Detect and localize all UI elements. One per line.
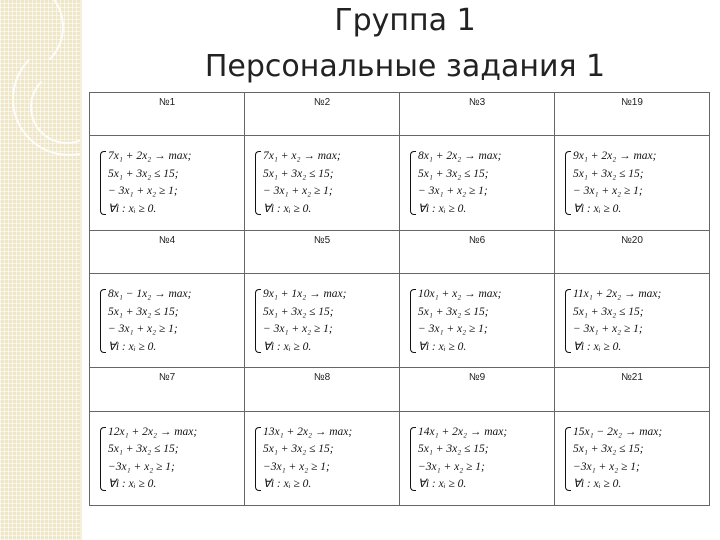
equation-system — [253, 148, 399, 218]
slide-subtitle: Персональные задания 1 — [204, 49, 606, 84]
constraint: 5x₁ + 3x₂ ≤ 15; — [108, 443, 179, 456]
equation-system — [98, 286, 244, 356]
equation-system — [253, 286, 399, 356]
task-number-cell — [400, 93, 555, 136]
task-number-cell — [90, 93, 245, 136]
task-system-cell — [245, 411, 400, 505]
constraint: ∀i : xᵢ ≥ 0. — [108, 202, 157, 215]
constraint: ∀i : xᵢ ≥ 0. — [418, 340, 467, 353]
slide-title: Группа 1 — [334, 3, 476, 38]
objective-function: 13x₁ + 2x₂ → max; — [263, 425, 353, 438]
objective-function: 10x₁ + x₂ → max; — [418, 288, 502, 301]
constraint: ∀i : xᵢ ≥ 0. — [108, 340, 157, 353]
table-header-row — [90, 230, 710, 273]
equation-system — [408, 148, 554, 218]
decorative-divider — [80, 0, 82, 540]
constraint: ∀i : xᵢ ≥ 0. — [108, 478, 157, 491]
constraint: − 3x₁ + x₂ ≥ 1; — [263, 323, 333, 336]
equation-system — [408, 424, 554, 494]
objective-function: 15x₁ − 2x₂ → max; — [573, 425, 663, 438]
task-number: №21 — [621, 372, 643, 384]
task-number-cell — [400, 368, 555, 411]
equation-system — [98, 424, 244, 494]
objective-function: 7x₁ + 2x₂ → max; — [108, 150, 192, 163]
constraint: 5x₁ + 3x₂ ≤ 15; — [573, 305, 644, 318]
equation-system — [408, 286, 554, 356]
task-number: №7 — [158, 372, 176, 384]
table-row — [90, 411, 710, 505]
task-system-cell — [400, 136, 555, 230]
objective-function: 8x₁ + 2x₂ → max; — [418, 150, 502, 163]
task-number-cell — [555, 230, 710, 273]
constraint: 5x₁ + 3x₂ ≤ 15; — [573, 167, 644, 180]
constraint: − 3x₁ + x₂ ≥ 1; — [418, 185, 488, 198]
objective-function: 7x₁ + x₂ → max; — [263, 150, 341, 163]
table-row — [90, 136, 710, 230]
constraint: −3x₁ + x₂ ≥ 1; — [108, 460, 175, 473]
task-system-cell — [400, 274, 555, 368]
task-system-cell — [90, 411, 245, 505]
task-number-cell — [400, 230, 555, 273]
task-number-cell — [90, 368, 245, 411]
constraint: ∀i : xᵢ ≥ 0. — [573, 202, 622, 215]
objective-function: 9x₁ + 1x₂ → max; — [263, 288, 347, 301]
task-number: №20 — [621, 234, 643, 246]
task-system-cell — [90, 274, 245, 368]
table-header-row — [90, 93, 710, 136]
task-number: №2 — [313, 97, 331, 108]
equation-system — [563, 148, 709, 218]
task-system-cell — [555, 411, 710, 505]
task-system-cell — [555, 274, 710, 368]
constraint: − 3x₁ + x₂ ≥ 1; — [418, 323, 488, 336]
task-number: №9 — [468, 372, 486, 384]
constraint: ∀i : xᵢ ≥ 0. — [573, 340, 622, 353]
constraint: 5x₁ + 3x₂ ≤ 15; — [573, 443, 644, 456]
equation-system — [98, 148, 244, 218]
equation-system — [253, 424, 399, 494]
assignments-table — [89, 92, 710, 506]
table-row — [90, 274, 710, 368]
constraint: 5x₁ + 3x₂ ≤ 15; — [418, 167, 489, 180]
task-system-cell — [245, 136, 400, 230]
task-number-cell — [245, 230, 400, 273]
constraint: −3x₁ + x₂ ≥ 1; — [263, 460, 330, 473]
constraint: ∀i : xᵢ ≥ 0. — [263, 478, 312, 491]
task-number: №4 — [158, 234, 176, 246]
equation-system — [563, 424, 709, 494]
constraint: 5x₁ + 3x₂ ≤ 15; — [108, 167, 179, 180]
objective-function: 9x₁ + 2x₂ → max; — [573, 150, 657, 163]
task-number: №5 — [313, 234, 331, 246]
objective-function: 11x₁ + 2x₂ → max; — [573, 288, 662, 301]
task-number-cell — [555, 368, 710, 411]
constraint: −3x₁ + x₂ ≥ 1; — [573, 460, 640, 473]
task-number-cell — [245, 93, 400, 136]
equation-system — [563, 286, 709, 356]
task-number: №19 — [621, 97, 643, 108]
constraint: ∀i : xᵢ ≥ 0. — [263, 202, 312, 215]
task-system-cell — [555, 136, 710, 230]
constraint: 5x₁ + 3x₂ ≤ 15; — [108, 305, 179, 318]
decorative-side-strip — [0, 0, 80, 540]
task-system-cell — [400, 411, 555, 505]
table-header-row — [90, 368, 710, 411]
constraint: − 3x₁ + x₂ ≥ 1; — [573, 185, 643, 198]
constraint: ∀i : xᵢ ≥ 0. — [263, 340, 312, 353]
task-number: №6 — [468, 234, 486, 246]
constraint: 5x₁ + 3x₂ ≤ 15; — [263, 305, 334, 318]
constraint: 5x₁ + 3x₂ ≤ 15; — [263, 167, 334, 180]
task-number-cell — [555, 93, 710, 136]
constraint: 5x₁ + 3x₂ ≤ 15; — [418, 443, 489, 456]
task-number-cell — [245, 368, 400, 411]
constraint: − 3x₁ + x₂ ≥ 1; — [108, 185, 178, 198]
task-number: №3 — [468, 97, 486, 108]
task-system-cell — [245, 274, 400, 368]
task-number: №8 — [313, 372, 331, 384]
task-number: №1 — [158, 97, 176, 108]
constraint: − 3x₁ + x₂ ≥ 1; — [108, 323, 178, 336]
objective-function: 14x₁ + 2x₂ → max; — [418, 425, 508, 438]
constraint: 5x₁ + 3x₂ ≤ 15; — [263, 443, 334, 456]
task-system-cell — [90, 136, 245, 230]
objective-function: 8x₁ − 1x₂ → max; — [108, 288, 192, 301]
constraint: − 3x₁ + x₂ ≥ 1; — [263, 185, 333, 198]
constraint: ∀i : xᵢ ≥ 0. — [418, 202, 467, 215]
objective-function: 12x₁ + 2x₂ → max; — [108, 425, 198, 438]
constraint: ∀i : xᵢ ≥ 0. — [418, 478, 467, 491]
task-number-cell — [90, 230, 245, 273]
constraint: − 3x₁ + x₂ ≥ 1; — [573, 323, 643, 336]
constraint: 5x₁ + 3x₂ ≤ 15; — [418, 305, 489, 318]
constraint: ∀i : xᵢ ≥ 0. — [573, 478, 622, 491]
constraint: −3x₁ + x₂ ≥ 1; — [418, 460, 485, 473]
